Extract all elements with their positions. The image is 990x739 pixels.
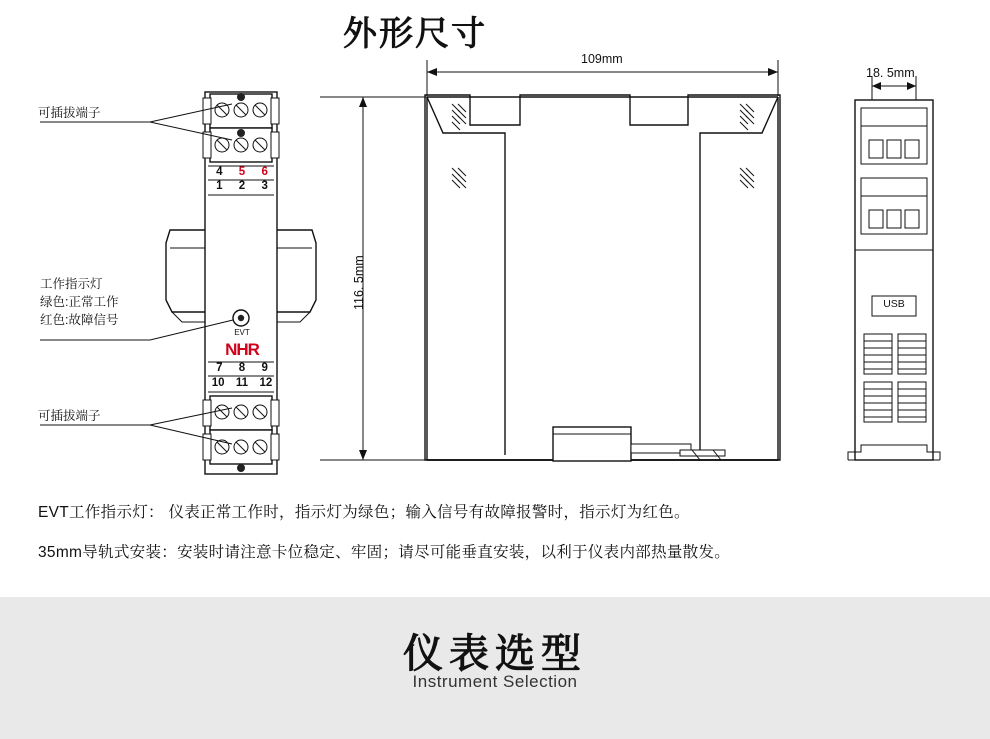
terminal-num: 12 — [259, 377, 273, 389]
indicator-line-1: 工作指示灯 — [40, 277, 103, 291]
led-label: EVT — [234, 328, 250, 337]
callout-top-terminal: 可插拔端子 — [38, 106, 101, 120]
terminal-numbers-top-black — [208, 180, 276, 192]
front-width-dimension: 109mm — [581, 52, 623, 66]
terminal-numbers-bottom-black — [206, 377, 278, 389]
terminal-num: 3 — [261, 180, 268, 192]
front-height-dimension: 116. 5mm — [352, 255, 366, 310]
page-title-text: 外形尺寸 — [343, 15, 487, 53]
terminal-num: 5 — [238, 166, 246, 178]
terminal-numbers-bottom-red — [208, 362, 276, 374]
side-width-dimension: 18. 5mm — [866, 66, 915, 80]
indicator-line-3: 红色:故障信号 — [40, 313, 119, 327]
usb-port-label: USB — [883, 298, 905, 310]
brand-logo: NHR — [225, 340, 259, 359]
terminal-num: 2 — [238, 180, 246, 192]
terminal-num: 7 — [216, 362, 223, 374]
terminal-num: 8 — [238, 362, 246, 374]
callout-bottom-terminal: 可插拔端子 — [38, 409, 101, 423]
banner-title-en: Instrument Selection — [412, 672, 578, 691]
terminal-num: 9 — [261, 362, 268, 374]
terminal-num: 10 — [211, 377, 225, 389]
side-view-drawing — [848, 76, 940, 460]
indicator-line-2: 绿色:正常工作 — [40, 295, 119, 309]
note-din-rail: 35mm导轨式安装：安装时请注意卡位稳定、牢固；请尽可能垂直安装，以利于仪表内部热量散发。 — [38, 544, 731, 561]
terminal-num: 1 — [216, 180, 223, 192]
terminal-num: 11 — [235, 377, 249, 389]
terminal-num: 4 — [216, 166, 223, 178]
terminal-num: 6 — [261, 166, 268, 178]
terminal-numbers-top-red — [208, 166, 276, 178]
front-view-drawing — [320, 60, 780, 461]
note-evt-indicator: EVT工作指示灯： 仪表正常工作时，指示灯为绿色；输入信号有故障报警时，指示灯为红色。 — [38, 504, 690, 521]
banner-title-cn: 仪表选型 — [403, 632, 587, 676]
